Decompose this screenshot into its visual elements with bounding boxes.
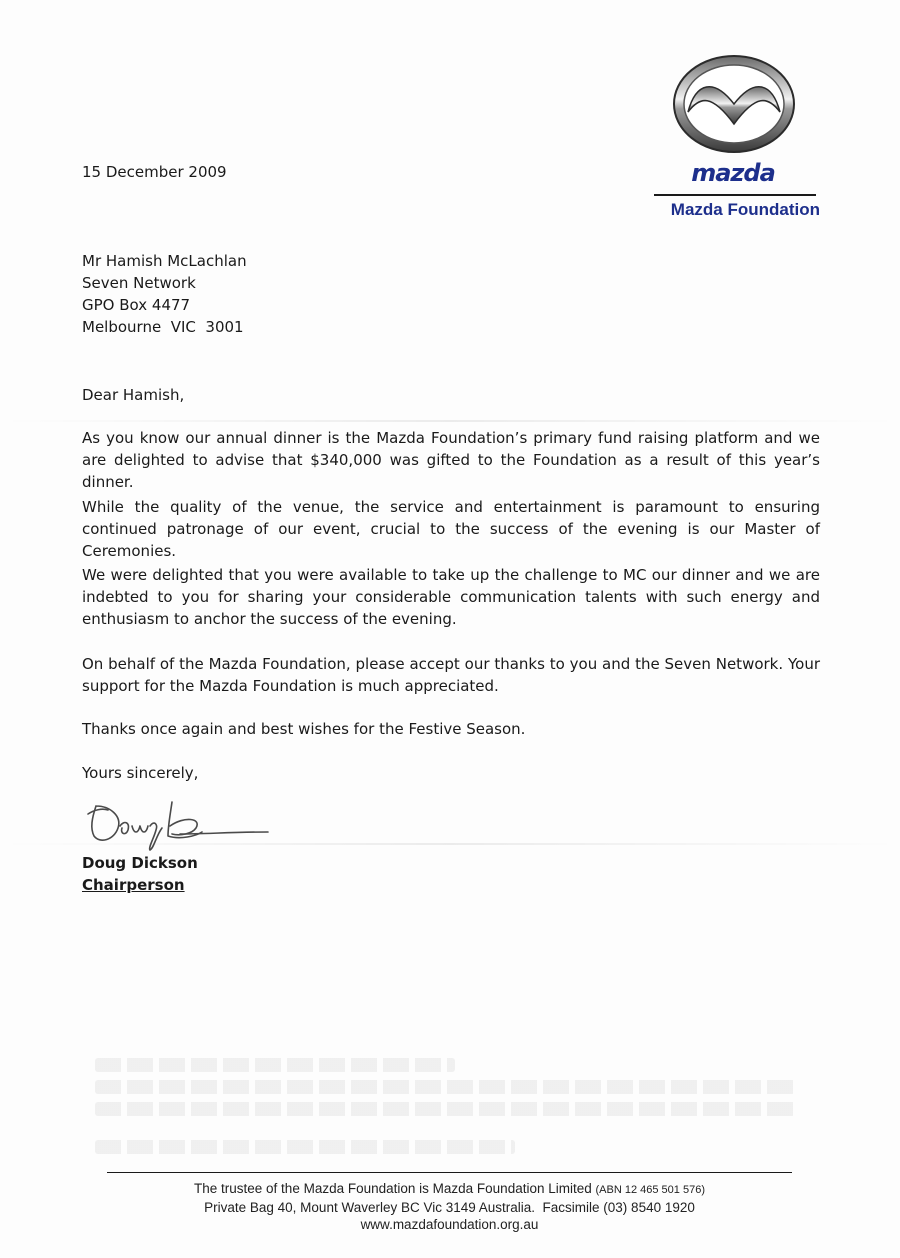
recipient-address bbox=[82, 250, 247, 338]
footer-address-line: Private Bag 40, Mount Waverley BC Vic 3149 Australia. Facsimile (03) 8540 1920 bbox=[204, 1200, 695, 1215]
recipient-address-line: GPO Box 4477 bbox=[82, 296, 191, 314]
body-paragraph: Thanks once again and best wishes for the Festive Season. bbox=[82, 720, 526, 738]
bleed-through bbox=[95, 1058, 455, 1072]
footer-trustee-line bbox=[107, 1180, 792, 1199]
bleed-through bbox=[95, 1102, 795, 1116]
body-paragraph: We were delighted that you were available to take up the challenge to MC our dinner and we are indebted to you for sharing your considerable communication talents with such energy and enthusiasm to anchor the success of the evening. bbox=[82, 566, 820, 628]
footer-abn: (ABN 12 465 501 576) bbox=[595, 1184, 705, 1196]
body-paragraph: On behalf of the Mazda Foundation, please accept our thanks to you and the Seven Network. Your support for the Mazda Foundation is much appreciated. bbox=[82, 655, 820, 695]
bleed-through bbox=[95, 1140, 515, 1154]
mazda-foundation-logo bbox=[650, 52, 820, 227]
paper-fold bbox=[0, 420, 900, 422]
mazda-emblem-icon bbox=[670, 52, 798, 156]
salutation: Dear Hamish, bbox=[82, 386, 185, 404]
mazda-wordmark: mazda bbox=[691, 159, 775, 187]
body-paragraph: As you know our annual dinner is the Mazda Foundation’s primary fund raising platform and we are delighted to advise that $340,000 was gifted to the Foundation as a result of this year’s dinner. bbox=[82, 429, 820, 491]
body-paragraph: While the quality of the venue, the service and entertainment is paramount to ensuring continued patronage of our event, crucial to the success of the evening is our Master of Ceremonies. bbox=[82, 498, 820, 560]
footer bbox=[107, 1180, 792, 1233]
signer-name: Doug Dickson bbox=[82, 854, 198, 872]
handwritten-signature bbox=[84, 796, 274, 852]
recipient-company: Seven Network bbox=[82, 274, 196, 292]
recipient-city-line: Melbourne VIC 3001 bbox=[82, 318, 244, 336]
foundation-name: Mazda Foundation bbox=[670, 200, 820, 219]
signer-title: Chairperson bbox=[82, 876, 185, 894]
bleed-through bbox=[95, 1080, 795, 1094]
footer-trustee-text: The trustee of the Mazda Foundation is Mazda Foundation Limited bbox=[194, 1181, 592, 1196]
footer-divider bbox=[107, 1172, 792, 1173]
letter-date: 15 December 2009 bbox=[82, 163, 227, 181]
logo-divider bbox=[654, 194, 816, 196]
recipient-name: Mr Hamish McLachlan bbox=[82, 252, 247, 270]
footer-website: www.mazdafoundation.org.au bbox=[360, 1217, 539, 1232]
closing: Yours sincerely, bbox=[82, 764, 199, 782]
